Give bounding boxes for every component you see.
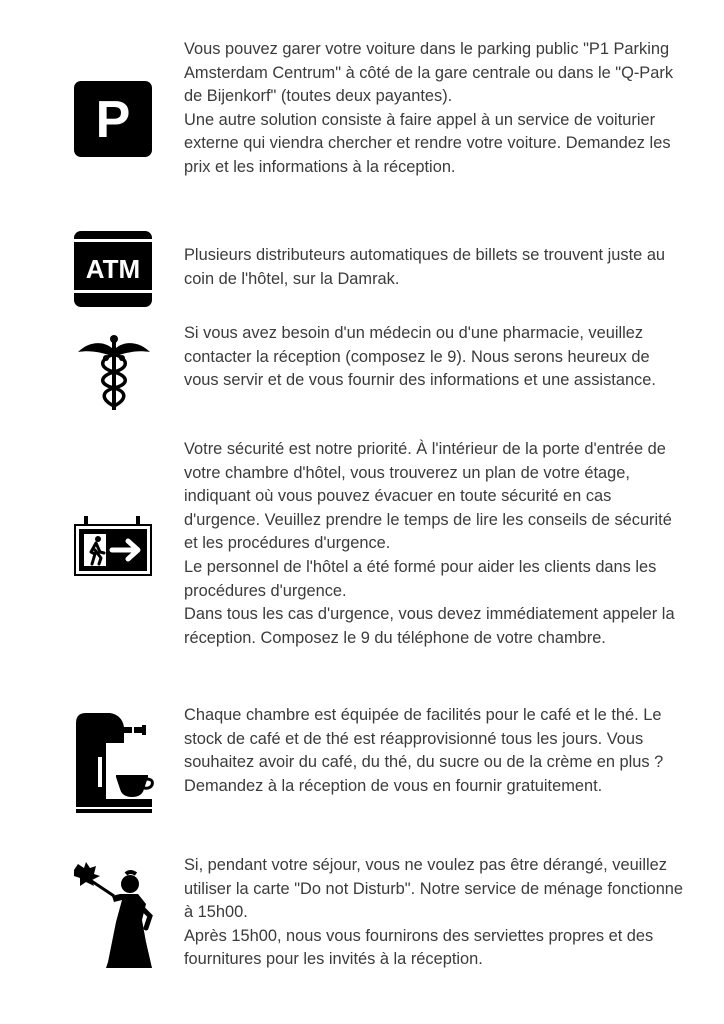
atm-text — [184, 244, 684, 291]
paragraph: Chaque chambre est équipée de facilités pour le café et le thé. Le stock de café et de thé est réapprovisionné tous les jours. Vous souhaitez avoir du café, du thé, du sucre ou de la crème en plus ? Demandez à la réception de vous en fournir gratuitement. — [184, 706, 664, 795]
coffee-machine-icon — [76, 713, 154, 813]
safety-text — [184, 438, 684, 650]
medical-text — [184, 322, 684, 393]
paragraph: Si vous avez besoin d'un médecin ou d'une pharmacie, veuillez contacter la réception (composez le 9). Nous serons heureux de vous servir et de vous fournir des informations et une assistance. — [184, 324, 656, 390]
parking-icon-letter: P — [95, 91, 131, 149]
paragraph: Si, pendant votre séjour, vous ne voulez pas être dérangé, veuillez utiliser la carte "Do not Disturb". Notre service de ménage fonctionne à 15h00. — [184, 856, 684, 922]
paragraph: Une autre solution consiste à faire appel à un service de voiturier externe qui viendra chercher et rendre votre voiture. Demandez les prix et les informations à la réception. — [184, 110, 671, 176]
atm-icon-label: ATM — [85, 254, 141, 284]
coffee-text — [184, 704, 684, 798]
paragraph: Dans tous les cas d'urgence, vous devez immédiatement appeler la réception. Composez le 9 du téléphone de votre chambre. — [184, 605, 675, 647]
parking-text — [184, 38, 684, 180]
housekeeping-text — [184, 854, 684, 972]
paragraph: Votre sécurité est notre priorité. À l'intérieur de la porte d'entrée de votre chambre d'hôtel, vous trouverez un plan de votre étage, indiquant où vous pouvez évacuer en toute sécurité en cas d'urgence. Veuillez prendre le temps de lire les conseils de sécurité et les procédures d'urgence. — [184, 440, 672, 553]
paragraph: Après 15h00, nous vous fournirons des serviettes propres et des fournitures pour les invités à la réception. — [184, 926, 654, 969]
paragraph: Plusieurs distributeurs automatiques de billets se trouvent juste au coin de l'hôtel, sur la Damrak. — [184, 246, 666, 288]
paragraph: Vous pouvez garer votre voiture dans le parking public "P1 Parking Amsterdam Centrum" à côté de la gare centrale ou dans le "Q-Park de Bijenkorf" (toutes deux payantes). — [184, 40, 674, 106]
emergency-exit-icon — [74, 516, 152, 578]
housekeeper-icon — [72, 862, 154, 968]
paragraph: Le personnel de l'hôtel a été formé pour aider les clients dans les procédures d'urgence. — [184, 557, 657, 600]
atm-icon — [74, 231, 152, 307]
caduceus-icon — [76, 334, 152, 412]
parking-icon — [74, 81, 152, 157]
